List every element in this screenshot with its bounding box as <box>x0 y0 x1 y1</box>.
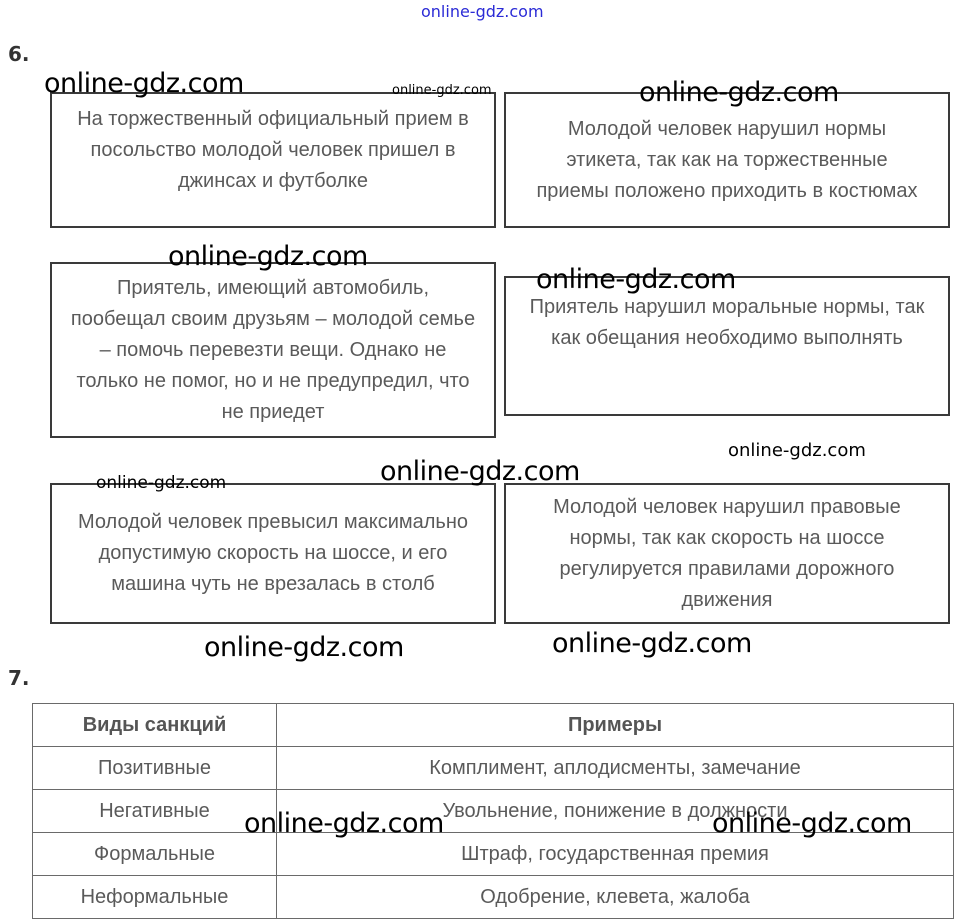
explanation-text-2: Приятель нарушил моральные нормы, так как обещания необходимо выполнять <box>529 296 925 349</box>
watermark: online-gdz.com <box>392 83 492 98</box>
situation-text-1: На торжественный официальный прием в посольство молодой человек пришел в джинсах и футболке <box>77 108 469 192</box>
explanation-text-3: Молодой человек нарушил правовые нормы, так как скорость на шоссе регулируется правилами дорожного движения <box>553 495 901 611</box>
watermark: online-gdz.com <box>728 440 866 461</box>
situation-box-1 <box>50 92 496 228</box>
sanction-examples-cell: Увольнение, понижение в должности <box>277 790 954 833</box>
table-row <box>33 876 954 919</box>
situation-box-2 <box>50 262 496 438</box>
watermark: online-gdz.com <box>639 77 839 108</box>
table-header-row <box>33 704 954 747</box>
watermark: online-gdz.com <box>168 241 368 272</box>
header-sanction-types: Виды санкций <box>33 704 277 747</box>
watermark: online-gdz.com <box>712 808 912 839</box>
sanction-type-cell: Неформальные <box>33 876 277 919</box>
sanction-type-cell: Негативные <box>33 790 277 833</box>
header-examples: Примеры <box>277 704 954 747</box>
watermark: online-gdz.com <box>380 456 580 487</box>
watermark: online-gdz.com <box>244 808 444 839</box>
explanation-box-2 <box>504 276 950 416</box>
watermark: online-gdz.com <box>552 628 752 659</box>
sanction-type-cell: Формальные <box>33 833 277 876</box>
situation-box-3 <box>50 483 496 624</box>
explanation-text-1: Молодой человек нарушил нормы этикета, так как на торжественные приемы положено приходить в костюмах <box>536 117 918 202</box>
explanation-box-1 <box>504 92 950 228</box>
question-7-number: 7. <box>8 666 30 690</box>
watermark: online-gdz.com <box>536 264 736 295</box>
sanction-type-cell: Позитивные <box>33 747 277 790</box>
watermark: online-gdz.com <box>96 473 227 493</box>
watermark: online-gdz.com <box>204 632 404 663</box>
watermark: online-gdz.com <box>44 68 244 99</box>
sanction-examples-cell: Одобрение, клевета, жалоба <box>277 876 954 919</box>
watermark: online-gdz.com <box>421 2 544 21</box>
situation-text-2: Приятель, имеющий автомобиль, пообещал своим друзьям – молодой семье – помочь перевезти вещи. Однако не только не помог, но и не предупредил, что не приедет <box>70 276 476 423</box>
question-6-number: 6. <box>8 42 30 66</box>
sanction-examples-cell: Комплимент, аплодисменты, замечание <box>277 747 954 790</box>
explanation-box-3 <box>504 483 950 624</box>
sanction-examples-cell: Штраф, государственная премия <box>277 833 954 876</box>
situation-text-3: Молодой человек превысил максимально допустимую скорость на шоссе, и его машина чуть не врезалась в столб <box>77 511 469 595</box>
table-row <box>33 747 954 790</box>
